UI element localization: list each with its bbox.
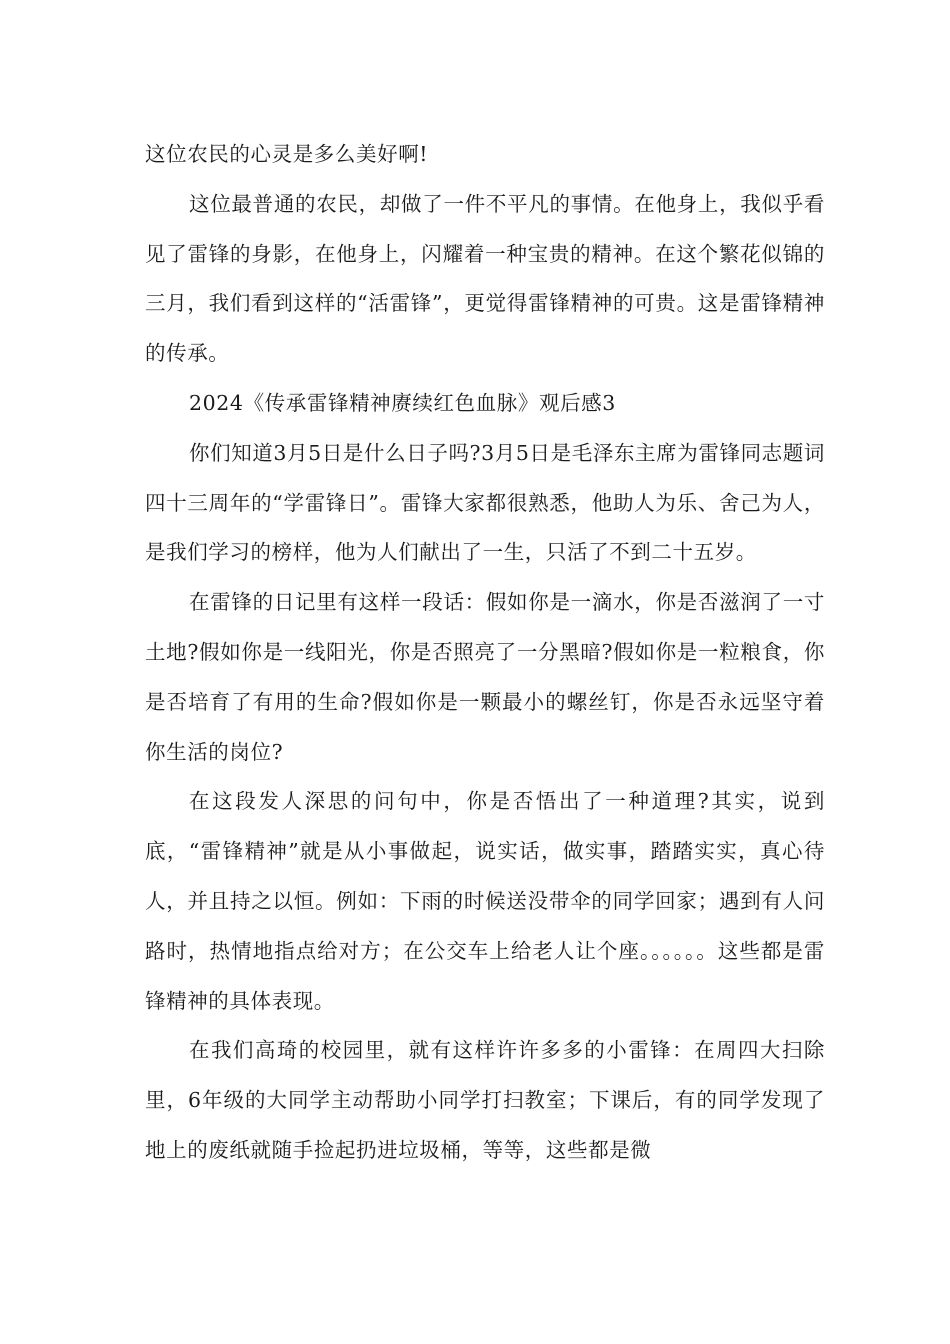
paragraph-lei-feng-spirit: 在这段发人深思的问句中，你是否悟出了一种道理?其实，说到底，“雷锋精神”就是从小事做起，说实话，做实事，踏踏实实，真心待人，并且持之以恒。例如：下雨的时候送没带伞的同学回家；遇到有人问路时，热情地指点给对方；在公交车上给老人让个座。。。。。。这些都是雷锋精神的具体表现。 [145,789,825,1013]
paragraph-campus-examples: 在我们高琦的校园里，就有这样许许多多的小雷锋：在周四大扫除里，6年级的大同学主动帮助小同学打扫教室；下课后，有的同学发现了地上的废纸就随手捡起扔进垃圾桶，等等，这些都是微 [145,1038,825,1162]
paragraph-farmer-spirit: 这位最普通的农民，却做了一件不平凡的事情。在他身上，我似乎看见了雷锋的身影，在他身上，闪耀着一种宝贵的精神。在这个繁花似锦的三月，我们看到这样的“活雷锋”，更觉得雷锋精神的可贵。这是雷锋精神的传承。 [145,191,825,366]
document-body [145,130,825,1176]
paragraph-continuation: 这位农民的心灵是多么美好啊! [145,142,429,166]
paragraph-diary-quote: 在雷锋的日记里有这样一段话：假如你是一滴水，你是否滋润了一寸土地?假如你是一线阳光，你是否照亮了一分黑暗?假如你是一粒粮食，你是否培育了有用的生命?假如你是一颗最小的螺丝钉，你是否永远坚守着你生活的岗位? [145,590,825,764]
paragraph-march-fifth: 你们知道3月5日是什么日子吗?3月5日是毛泽东主席为雷锋同志题词四十三周年的“学雷锋日”。雷锋大家都很熟悉，他助人为乐、舍己为人，是我们学习的榜样，他为人们献出了一生，只活了不到二十五岁。 [145,440,825,565]
section-heading: 2024《传承雷锋精神赓续红色血脉》观后感3 [189,390,616,415]
